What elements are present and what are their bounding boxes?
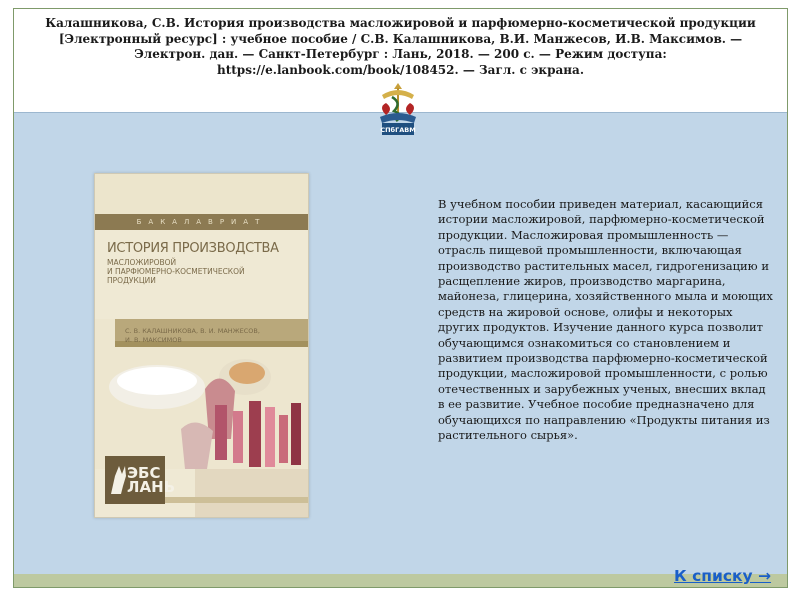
ebs-line2: ЛАНЬ	[127, 478, 176, 496]
cover-title-line4: ПРОДУКЦИИ	[107, 276, 156, 285]
cover-title-line3: И ПАРФЮМЕРНО-КОСМЕТИЧЕСКОЙ	[107, 267, 245, 276]
cover-title-line1: ИСТОРИЯ ПРОИЗВОДСТВА	[107, 241, 279, 256]
main-content-band	[14, 112, 787, 575]
ebs-lan-text	[127, 466, 175, 494]
university-emblem	[372, 81, 424, 137]
slide-frame	[13, 8, 788, 588]
university-emblem-text: СПбГАВМ	[380, 126, 416, 134]
cover-title	[107, 241, 302, 285]
cover-series-label: БАКАЛАВРИАТ	[95, 214, 308, 230]
cover-authors-line2: И. В. МАКСИМОВ	[125, 336, 182, 344]
cover-authors-line1: С. В. КАЛАШНИКОВА, В. И. МАНЖЕСОВ,	[125, 327, 260, 335]
cover-top-panel	[95, 174, 308, 214]
back-to-list-link[interactable]: К списку →	[674, 567, 772, 585]
footer-bar	[14, 574, 787, 587]
cover-authors	[125, 327, 295, 345]
book-description: В учебном пособии приведен материал, касающийся истории масложировой, парфюмерно-косметической продукции. Масложировая промышленность — отрасль пищевой промышленности, включающая производство растительных масел, гидрогенизацию и расщепление жиров, производство маргарина, майонеза, глицерина, хозяйственного мыла и моющих средств на жировой основе, олифы и некоторых других продуктов. Изучение данного курса позволит обучающимся ознакомиться со становлением и развитием производства парфюмерно-косметической продукции, масложировой промышленности, с ролью отечественных и зарубежных ученых, внесших вклад в ее развитие. Учебное пособие предназначено для обучающихся по направлению «Продукты питания из растительного сырья».	[438, 197, 773, 443]
ebs-line1: ЭБС	[127, 464, 161, 482]
bibliographic-citation: Калашникова, С.В. История производства масложировой и парфюмерно-косметической продукции [Электронный ресурс] : учебное пособие / С.В. Калашникова, В.И. Манжесов, И.В. Максимов. — Электрон. дан. — Санкт-Петербург : Лань, 2018. — 200 с. — Режим доступа: https://e.lanbook.com/book/108452. — Загл. с экрана.	[45, 16, 756, 77]
cover-title-line2: МАСЛОЖИРОВОЙ	[107, 258, 177, 267]
book-cover	[94, 173, 309, 518]
